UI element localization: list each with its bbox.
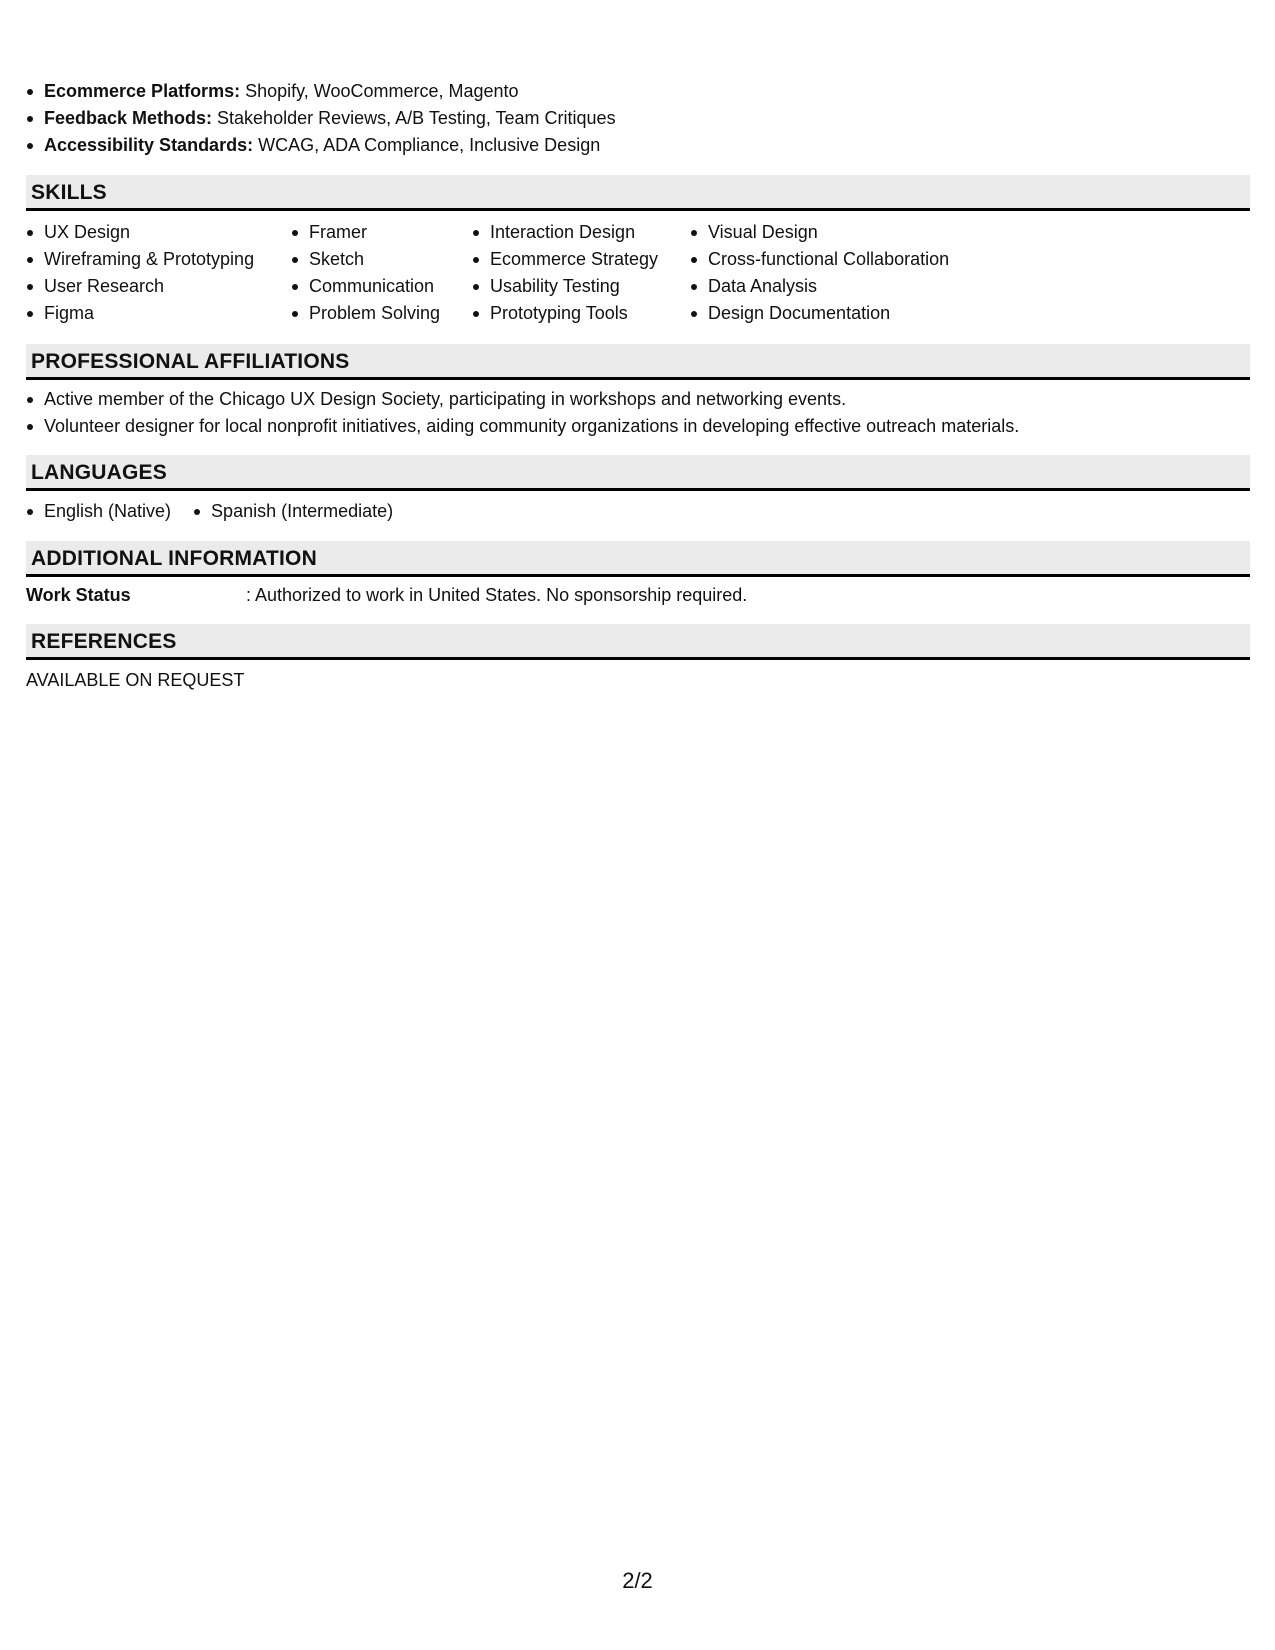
skill-item: Wireframing & Prototyping [26, 246, 291, 273]
skill-item: Communication [291, 273, 472, 300]
skill-item: Sketch [291, 246, 472, 273]
skills-heading: SKILLS [26, 175, 1250, 211]
skill-item: Problem Solving [291, 300, 472, 327]
additional-info-heading: ADDITIONAL INFORMATION [26, 541, 1250, 577]
references-text: AVAILABLE ON REQUEST [26, 670, 245, 690]
affiliation-item: Volunteer designer for local nonprofit initiatives, aiding community organizations in developing effective outreach materials. [26, 413, 1250, 440]
page-number: 2/2 [622, 1568, 653, 1593]
work-status-label: Work Status [26, 585, 131, 605]
affiliations-heading: PROFESSIONAL AFFILIATIONS [26, 344, 1250, 380]
item-label: Accessibility Standards: [44, 135, 254, 155]
references-heading: REFERENCES [26, 624, 1250, 660]
skill-item: Data Analysis [690, 273, 990, 300]
list-item [26, 78, 1250, 105]
affiliations-list [26, 380, 1250, 440]
list-item [26, 105, 1250, 132]
resume-page [26, 78, 1250, 694]
skill-item: Prototyping Tools [472, 300, 690, 327]
skill-item: Design Documentation [690, 300, 990, 327]
item-label: Ecommerce Platforms: [44, 81, 241, 101]
skill-item: UX Design [26, 219, 291, 246]
skill-item: Interaction Design [472, 219, 690, 246]
item-value: Stakeholder Reviews, A/B Testing, Team Critiques [212, 108, 616, 128]
language-item: English (Native) [26, 498, 171, 525]
skill-item: Usability Testing [472, 273, 690, 300]
skills-column [26, 219, 291, 327]
skill-item: Visual Design [690, 219, 990, 246]
skill-item: Cross-functional Collaboration [690, 246, 990, 273]
list-item [26, 132, 1250, 159]
skill-item: Framer [291, 219, 472, 246]
languages-heading: LANGUAGES [26, 455, 1250, 491]
skills-column [291, 219, 472, 327]
work-status-row [26, 577, 1250, 609]
skill-item: User Research [26, 273, 291, 300]
item-value: WCAG, ADA Compliance, Inclusive Design [253, 135, 601, 155]
item-label: Feedback Methods: [44, 108, 213, 128]
skill-item: Figma [26, 300, 291, 327]
affiliation-item: Active member of the Chicago UX Design Society, participating in workshops and networking events. [26, 386, 1250, 413]
language-item: Spanish (Intermediate) [193, 498, 393, 525]
tools-list [26, 78, 1250, 159]
item-value: Shopify, WooCommerce, Magento [240, 81, 519, 101]
languages-list [26, 491, 1250, 525]
skills-column [690, 219, 990, 327]
skills-column [472, 219, 690, 327]
work-status-value: : Authorized to work in United States. No sponsorship required. [246, 585, 748, 605]
skills-grid [26, 211, 1250, 327]
skill-item: Ecommerce Strategy [472, 246, 690, 273]
